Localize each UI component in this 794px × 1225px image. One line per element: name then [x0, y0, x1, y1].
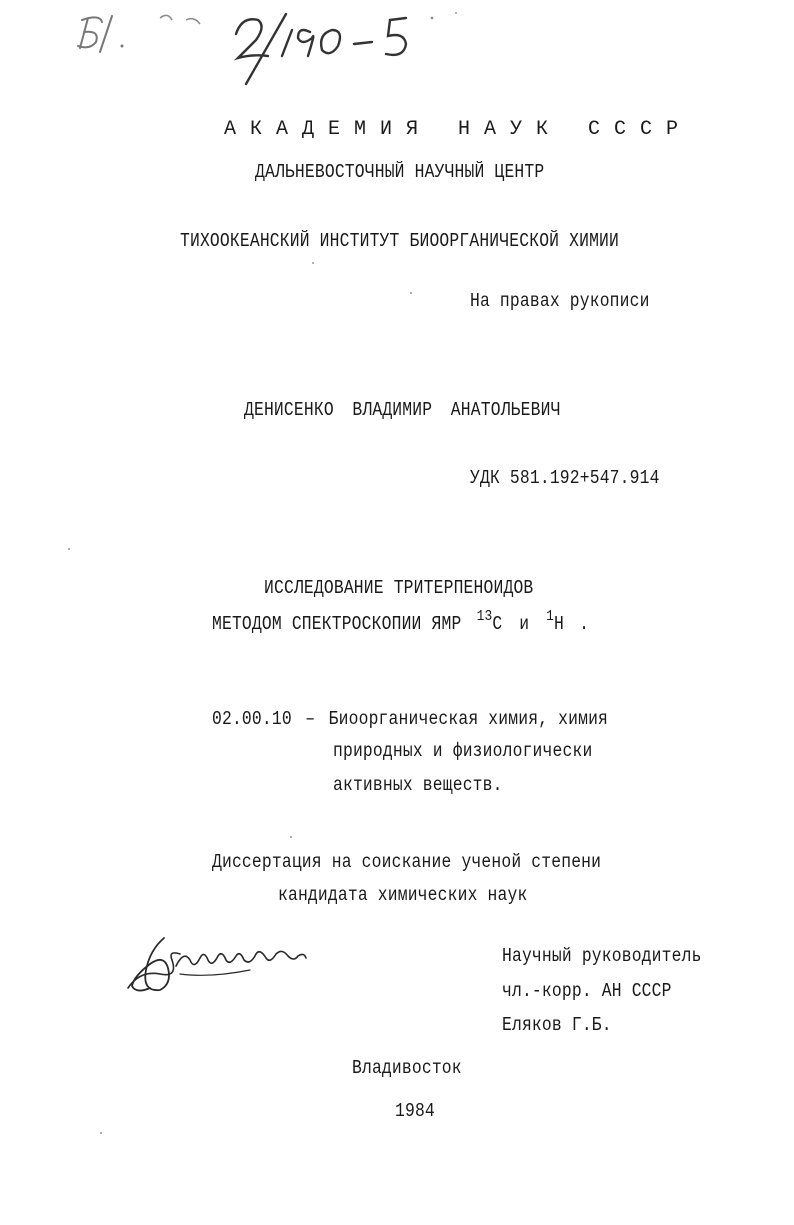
title-line-2-prefix: МЕТОДОМ СПЕКТРОСКОПИИ ЯМР [212, 613, 462, 635]
udk-code: УДК 581.192+547.914 [470, 467, 660, 489]
specialty-name-1: Биоорганическая химия, химия [328, 708, 609, 730]
author-surname: ДЕНИСЕНКО [244, 399, 334, 421]
title-line-2 [212, 608, 590, 638]
title-end: . [579, 613, 590, 635]
center-heading: ДАЛЬНЕВОСТОЧНЫЙ НАУЧНЫЙ ЦЕНТР [255, 161, 545, 183]
author-patronymic: АНАТОЛЬЕВИЧ [450, 399, 561, 421]
archive-left-mark [78, 16, 112, 52]
author-name [244, 398, 561, 422]
scan-speck [312, 262, 314, 264]
institute-heading: ТИХООКЕАНСКИЙ ИНСТИТУТ БИООРГАНИЧЕСКОЙ ХИМИИ [180, 230, 620, 252]
signature-body [176, 951, 306, 966]
scan-speck [68, 548, 70, 550]
specialty-line-3: активных веществ. [333, 774, 503, 796]
year: 1984 [395, 1100, 435, 1122]
scan-speck [100, 1132, 102, 1134]
archive-dot [121, 45, 124, 48]
title-line-1: ИССЛЕДОВАНИЕ ТРИТЕРПЕНОИДОВ [264, 577, 534, 599]
isotope-1-mass: 1 [546, 608, 555, 625]
archive-digit-9 [298, 30, 313, 56]
archive-number-handwriting [60, 8, 460, 88]
title-conjunction: и [519, 613, 530, 635]
isotope-1-element: H [554, 613, 565, 635]
archive-faint-mark-2 [186, 19, 200, 24]
archive-trailing-dot [431, 17, 434, 20]
isotope-13-element: C [492, 613, 503, 635]
signature-underline [180, 970, 250, 975]
supervisor-name: Еляков Г.Б. [502, 1014, 612, 1036]
archive-digit-1 [282, 30, 292, 56]
supervisor-role: Научный руководитель [502, 945, 702, 967]
author-first-name: ВЛАДИМИР [352, 399, 433, 421]
dissertation-line-2: кандидата химических наук [278, 884, 528, 906]
specialty-dash: – [305, 708, 316, 730]
city: Владивосток [352, 1057, 462, 1079]
archive-digit-5 [386, 18, 406, 55]
academy-heading: АКАДЕМИЯ НАУК СССР [224, 118, 693, 141]
scan-speck [455, 12, 457, 14]
signature-flourish [132, 938, 169, 991]
signature-loop [128, 953, 180, 988]
author-signature [120, 930, 320, 1005]
specialty-line-2: природных и физиологически [333, 740, 593, 762]
archive-dash [354, 42, 372, 44]
archive-slash [246, 14, 286, 84]
scan-speck [290, 836, 292, 838]
specialty-code: 02.00.10 [212, 708, 292, 730]
isotope-13-mass: 13 [476, 608, 493, 625]
supervisor-rank: чл.-корр. АН СССР [502, 980, 672, 1002]
archive-faint-mark [160, 15, 172, 20]
rights-note: На правах рукописи [470, 290, 650, 312]
archive-digit-0 [321, 30, 340, 53]
scan-speck [410, 292, 412, 294]
specialty-line-1 [212, 707, 608, 731]
dissertation-line-1: Диссертация на соискание ученой степени [212, 851, 602, 873]
